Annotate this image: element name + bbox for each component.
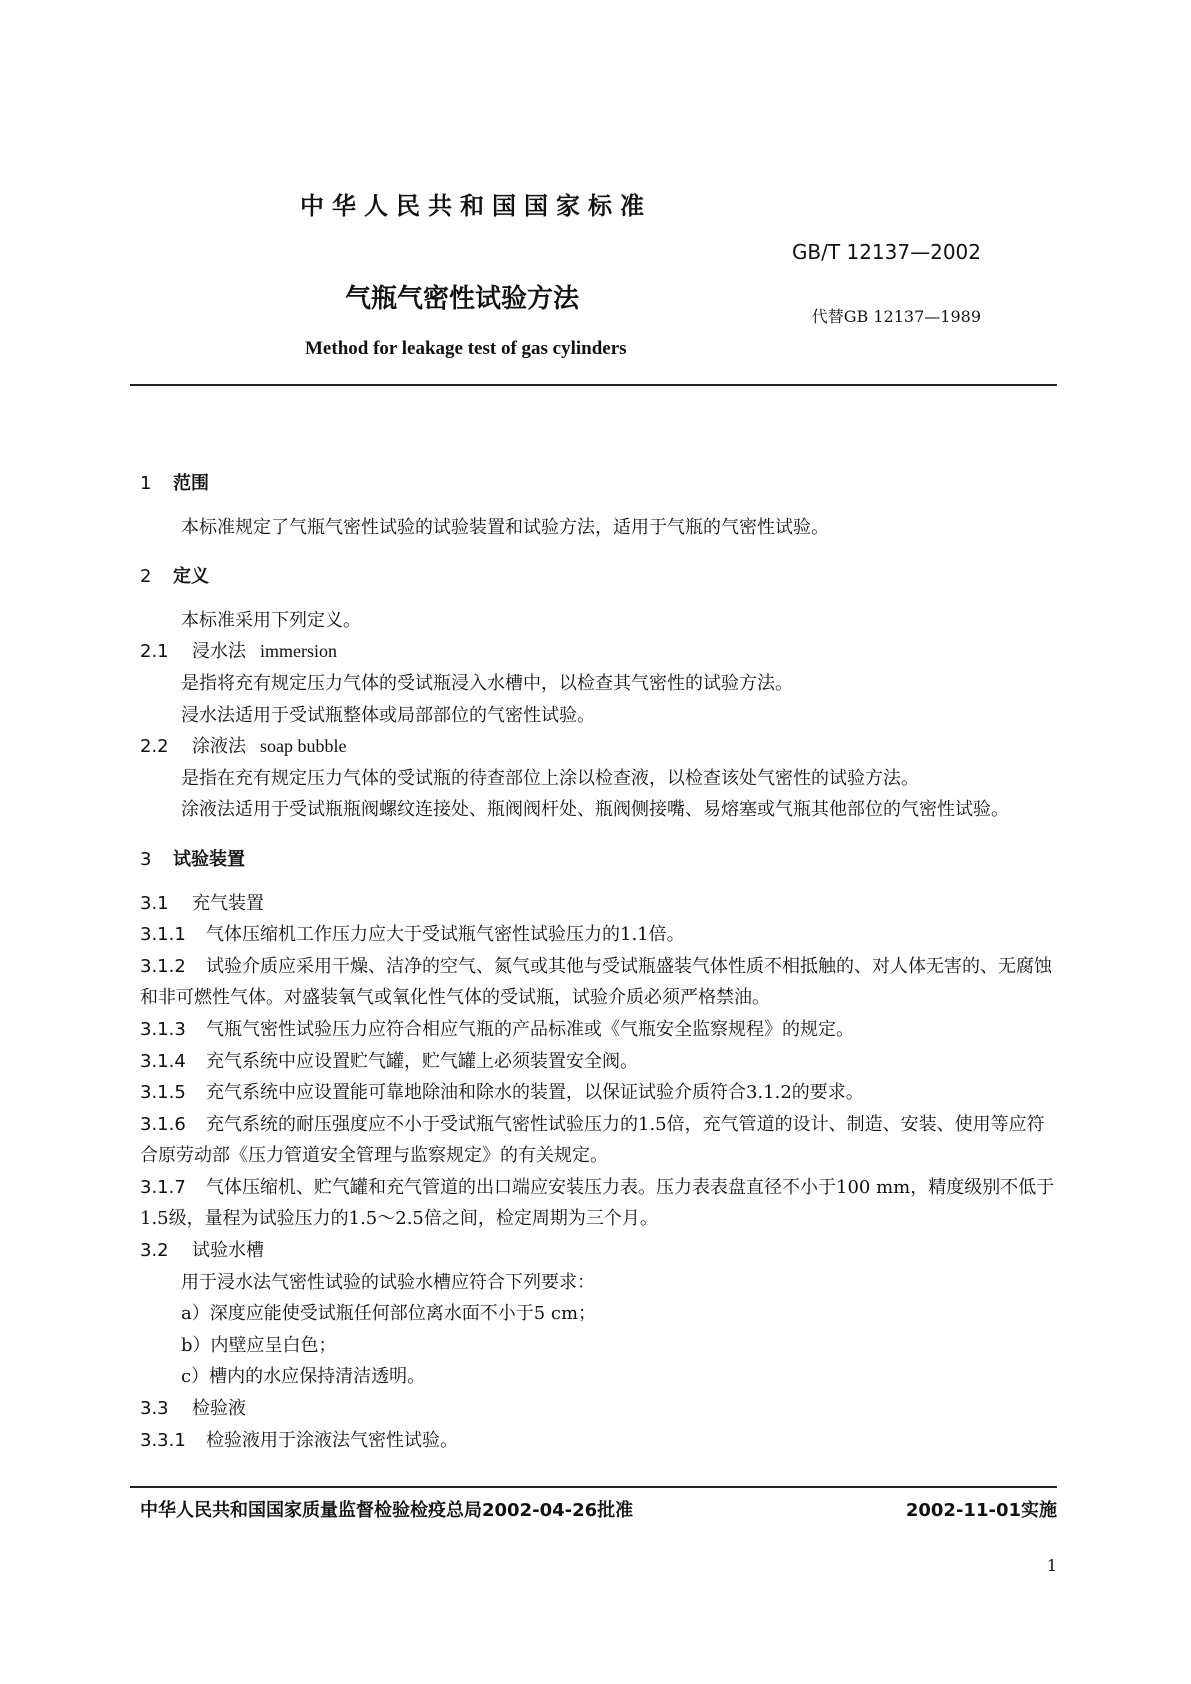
english-title: Method for leakage test of gas cylinders [305, 338, 627, 359]
clause-3-3: 3.3 检验液 [140, 1398, 246, 1420]
document-title: 气瓶气密性试验方法 [345, 284, 580, 314]
clause-3-1-4: 3.1.4 充气系统中应设置贮气罐，贮气罐上必须装置安全阀。 [140, 1050, 638, 1072]
page-number: 1 [1046, 1556, 1057, 1575]
paragraph: 本标准规定了气瓶气密性试验的试验装置和试验方法，适用于气瓶的气密性试验。 [181, 516, 829, 538]
clause-3-1: 3.1 充气装置 [140, 892, 264, 914]
paragraph: 涂液法适用于受试瓶瓶阀螺纹连接处、瓶阀阀杆处、瓶阀侧接嘴、易熔塞或气瓶其他部位的气密性试验。 [181, 799, 1009, 821]
paragraph: 是指将充有规定压力气体的受试瓶浸入水槽中，以检查其气密性的试验方法。 [181, 672, 793, 694]
clause-3-1-2: 3.1.2 试验介质应采用干燥、洁净的空气、氮气或其他与受试瓶盛装气体性质不相抵触的、对人体无害的、无腐蚀和非可燃性气体。对盛装氧气或氧化性气体的受试瓶，试验介质必须严格禁油。 [140, 955, 1052, 1009]
section-heading: 1 范围 [140, 473, 209, 494]
clause-3-1-5: 3.1.5 充气系统中应设置能可靠地除油和除水的装置，以保证试验介质符合3.1.2的要求。 [140, 1082, 864, 1104]
national-standard-heading: 中华人民共和国国家标准 [300, 192, 652, 220]
clause-3-3-1: 3.3.1 检验液用于涂液法气密性试验。 [140, 1429, 458, 1451]
clause-3-2: 3.2 试验水槽 [140, 1240, 264, 1262]
clause-3-1-7: 3.1.7 气体压缩机、贮气罐和充气管道的出口端应安装压力表。压力表表盘直径不小于100 mm，精度级别不低于1.5级，量程为试验压力的1.5～2.5倍之间，检定周期为三个月。 [140, 1176, 1055, 1230]
section-heading: 3 试验装置 [140, 848, 245, 870]
footer-divider [130, 1486, 1057, 1488]
list-item: c）槽内的水应保持清洁透明。 [181, 1366, 426, 1388]
header-divider [130, 384, 1057, 386]
clause-3-1-3: 3.1.3 气瓶气密性试验压力应符合相应气瓶的产品标准或《气瓶安全监察规程》的规定。 [140, 1018, 854, 1040]
list-item: b）内壁应呈白色； [181, 1334, 337, 1356]
document-body [140, 460, 1057, 1456]
section-heading: 2 定义 [140, 566, 209, 588]
clause-3-1-1: 3.1.1 气体压缩机工作压力应大于受试瓶气密性试验压力的1.1倍。 [140, 924, 685, 946]
implementation-date: 2002-11-01实施 [905, 1500, 1057, 1521]
paragraph: 是指在充有规定压力气体的受试瓶的待查部位上涂以检查液，以检查该处气密性的试验方法。 [181, 767, 919, 789]
paragraph: 用于浸水法气密性试验的试验水槽应符合下列要求： [181, 1271, 595, 1293]
clause-2-2: 2.2 涂液法 soap bubble [140, 736, 347, 758]
replaces-standard: 代替GB 12137—1989 [811, 307, 981, 326]
paragraph: 本标准采用下列定义。 [181, 609, 361, 631]
list-item: a）深度应能使受试瓶任何部位离水面不小于5 cm； [181, 1303, 597, 1325]
paragraph: 浸水法适用于受试瓶整体或局部部位的气密性试验。 [181, 704, 595, 726]
clause-2-1: 2.1 浸水法 immersion [140, 641, 337, 663]
clause-3-1-6: 3.1.6 充气系统的耐压强度应不小于受试瓶气密性试验压力的1.5倍，充气管道的设计、制造、安装、使用等应符合原劳动部《压力管道安全管理与监察规定》的有关规定。 [140, 1113, 1045, 1167]
approval-line: 中华人民共和国国家质量监督检验检疫总局2002-04-26批准 [140, 1500, 634, 1521]
standard-number: GB/T 12137—2002 [791, 240, 981, 264]
